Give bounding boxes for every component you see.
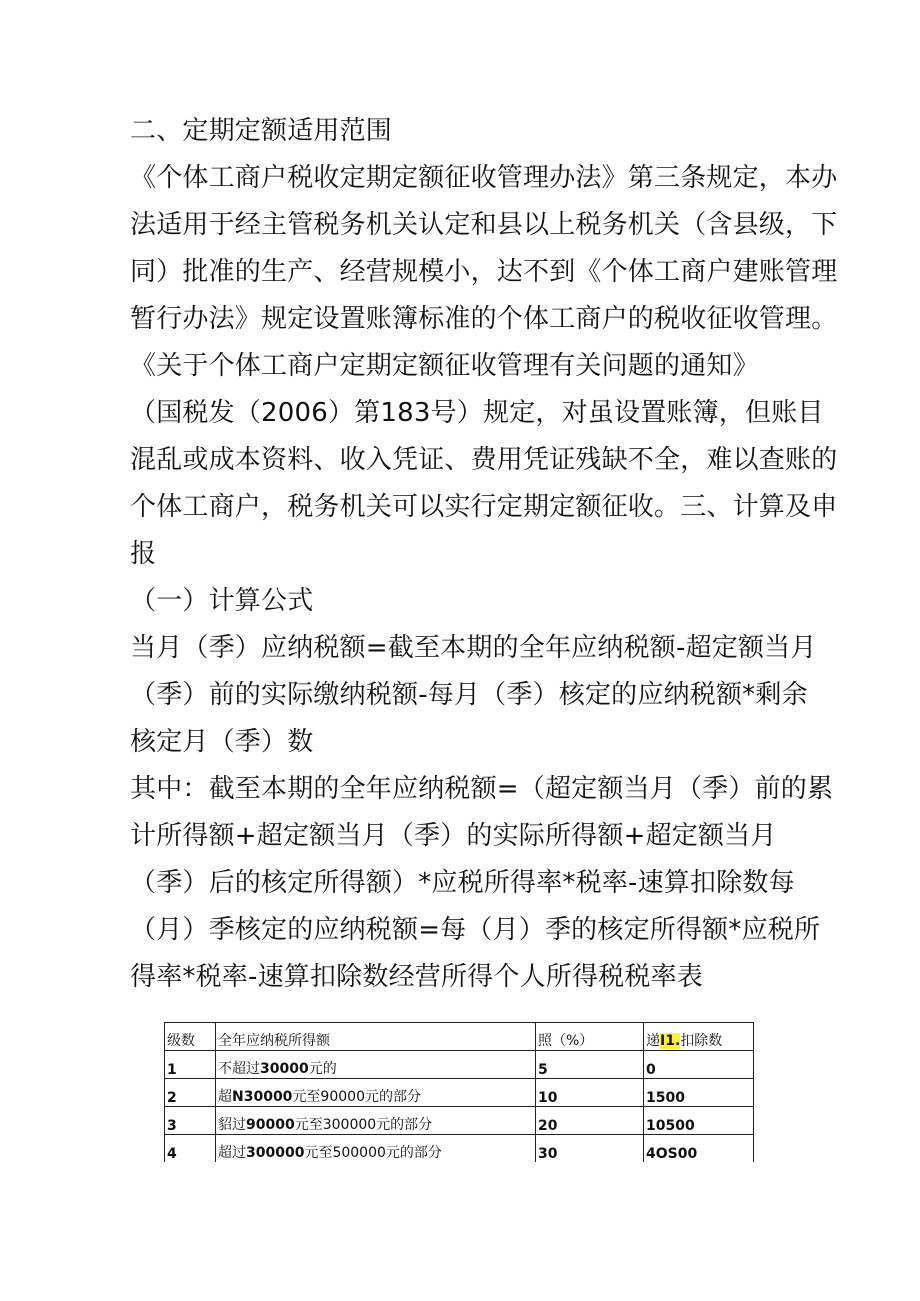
table-header-row bbox=[165, 1023, 754, 1051]
paragraph-line: 混乱或成本资料、收入凭证、费用凭证残缺不全，难以查账的 bbox=[130, 445, 838, 475]
cell-income-num: 30000 bbox=[260, 1061, 309, 1077]
cell-income-num: 300000 bbox=[246, 1145, 305, 1161]
formula-line: （月）季核定的应纳税额=每（月）季的核定所得额*应税所 bbox=[130, 915, 821, 945]
header-deduction-highlight: I1. bbox=[660, 1033, 681, 1049]
formula-line: （季）前的实际缴纳税额-每月（季）核定的应纳税额*剩余 bbox=[130, 680, 808, 710]
cell-rate: 30 bbox=[536, 1135, 644, 1163]
formula-line: 得率*税率-速算扣除数经营所得个人所得税税率表 bbox=[130, 962, 703, 992]
cell-level: 2 bbox=[165, 1079, 216, 1107]
paragraph-line: 个体工商户，税务机关可以实行定期定额征收。三、计算及申 bbox=[130, 492, 838, 522]
header-level: 级数 bbox=[165, 1023, 216, 1051]
cell-deduction: 10500 bbox=[644, 1107, 754, 1135]
paragraph-line: 法适用于经主管税务机关认定和县以上税务机关（含县级，下 bbox=[130, 210, 838, 240]
cell-income-pre: 不超过 bbox=[218, 1061, 260, 1077]
cell-income bbox=[216, 1107, 536, 1135]
paragraph-line: 同）批准的生产、经营规模小，达不到《个体工商户建账管理 bbox=[130, 257, 838, 287]
header-rate: 照（%） bbox=[536, 1023, 644, 1051]
cell-income bbox=[216, 1079, 536, 1107]
formula-line: 当月（季）应纳税额=截至本期的全年应纳税额-超定额当月 bbox=[130, 633, 817, 663]
subsection-heading: （一）计算公式 bbox=[130, 586, 314, 616]
cell-deduction: 1500 bbox=[644, 1079, 754, 1107]
table-row bbox=[165, 1107, 754, 1135]
formula-line: 计所得额+超定额当月（季）的实际所得额+超定额当月 bbox=[130, 821, 777, 851]
formula-line: （季）后的核定所得额）*应税所得率*税率-速算扣除数每 bbox=[130, 868, 795, 898]
header-deduction bbox=[644, 1023, 754, 1051]
cell-income-num: N30000 bbox=[232, 1089, 293, 1105]
cell-level: 3 bbox=[165, 1107, 216, 1135]
cell-rate: 10 bbox=[536, 1079, 644, 1107]
cell-income-post: 元至300000元的部分 bbox=[294, 1117, 433, 1133]
paragraph-line: 《关于个体工商户定期定额征收管理有关问题的通知》 bbox=[130, 351, 759, 381]
paragraph-line: 暂行办法》规定设置账簿标准的个体工商户的税收征收管理。 bbox=[130, 304, 838, 334]
paragraph-line: （国税发（2006）第183号）规定，对虽设置账簿，但账目 bbox=[130, 398, 824, 428]
tax-rate-table bbox=[164, 1022, 754, 1162]
cell-level: 4 bbox=[165, 1135, 216, 1163]
section-heading: 二、定期定额适用范围 bbox=[130, 116, 393, 146]
cell-income-pre: 超过 bbox=[218, 1145, 246, 1161]
cell-rate: 20 bbox=[536, 1107, 644, 1135]
cell-level: 1 bbox=[165, 1051, 216, 1079]
cell-income-pre: 貂过 bbox=[218, 1117, 246, 1133]
table-row bbox=[165, 1079, 754, 1107]
cell-rate: 5 bbox=[536, 1051, 644, 1079]
cell-deduction: 0 bbox=[644, 1051, 754, 1079]
cell-income-post: 元至90000元的部分 bbox=[292, 1089, 421, 1105]
header-income: 全年应纳税所得额 bbox=[216, 1023, 536, 1051]
formula-line: 核定月（季）数 bbox=[130, 727, 314, 757]
header-deduction-post: 扣除数 bbox=[680, 1033, 723, 1049]
cell-income-post: 元至500000元的部分 bbox=[304, 1145, 442, 1161]
cell-income-num: 90000 bbox=[246, 1117, 295, 1133]
paragraph-line: 《个体工商户税收定期定额征收管理办法》第三条规定，本办 bbox=[130, 163, 838, 193]
cell-income-post: 元的 bbox=[308, 1061, 337, 1077]
cell-deduction: 4OS00 bbox=[644, 1135, 754, 1163]
table-row bbox=[165, 1135, 754, 1163]
header-deduction-pre: 递 bbox=[646, 1033, 660, 1049]
cell-income-pre: 超 bbox=[218, 1089, 232, 1105]
table-row bbox=[165, 1051, 754, 1079]
cell-income bbox=[216, 1051, 536, 1079]
cell-income bbox=[216, 1135, 536, 1163]
paragraph-line: 报 bbox=[130, 539, 157, 569]
formula-line: 其中：截至本期的全年应纳税额=（超定额当月（季）前的累 bbox=[130, 774, 834, 804]
